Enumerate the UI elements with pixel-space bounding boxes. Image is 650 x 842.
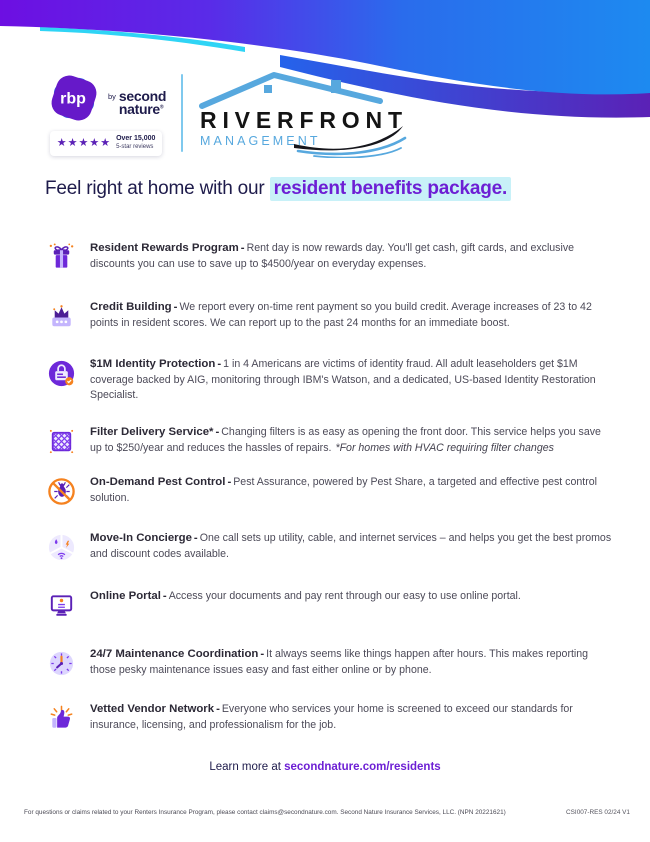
title-separator: -: [173, 301, 178, 313]
benefit-description: We report every on-time rent payment so you build credit. Average increases of 23 to 42 points in resident scores. We can report up to the past 24 months for an immediate boost.: [90, 301, 592, 329]
learn-more-line: [0, 761, 650, 773]
brand-line-1: second: [118, 88, 167, 105]
logo-row: [46, 68, 413, 158]
benefit-title: Move-In Concierge: [90, 531, 192, 544]
title-separator: -: [227, 475, 232, 488]
vetted-vendor-icon: [46, 703, 77, 734]
list-item: [46, 300, 614, 332]
brand-line-2: nature: [118, 101, 160, 118]
maintenance-clock-icon: [46, 648, 77, 679]
benefit-title: 24/7 Maintenance Coordination: [90, 647, 259, 660]
benefit-title: Vetted Vendor Network: [90, 702, 215, 715]
benefit-title: Online Portal: [90, 589, 161, 602]
benefit-description: 1 in 4 Americans are victims of identity fraud. All adult leaseholders get $1M coverage backed by AIG, monitoring through IBM's Watson, and a dedicated, US-based Identity Restoration Specialist.: [90, 358, 596, 401]
list-item: [46, 531, 614, 563]
roof-icon: [202, 75, 380, 106]
benefit-title: Filter Delivery Service*: [90, 425, 214, 438]
rbp-logo-block: [46, 70, 166, 155]
by-word: by: [108, 92, 116, 102]
benefit-footnote: *For homes with HVAC requiring filter changes: [335, 441, 554, 454]
gift-icon: [46, 242, 77, 273]
pest-control-icon: [46, 476, 77, 507]
reviews-count: Over 15,000: [116, 135, 156, 143]
second-nature-wordmark: [119, 90, 166, 117]
riverfront-management-logo: [198, 68, 413, 158]
title-separator: -: [240, 242, 245, 254]
fine-print-text: For questions or claims related to your Renters Insurance Program, please contact claims@secondnature.com. Second Nature Insurance Services, LLC. (NPN 20221621): [24, 809, 506, 816]
window-icon: [264, 85, 272, 93]
benefit-description: Changing filters is as easy as opening the front door. This service helps you save up to $250/year and reduces the hassles of repairs.: [90, 425, 601, 454]
rbp-badge-text: rbp: [60, 90, 86, 108]
benefit-description: Access your documents and pay rent through our easy to use online portal.: [168, 589, 521, 602]
page-title: [45, 178, 620, 200]
rbp-badge-icon: [46, 70, 102, 126]
benefit-title: $1M Identity Protection: [90, 358, 216, 370]
online-portal-icon: [46, 590, 77, 621]
chimney-icon: [331, 80, 341, 93]
list-item: [46, 702, 614, 734]
benefit-title: Credit Building: [90, 301, 172, 313]
headline-highlight: resident benefits package.: [270, 177, 511, 201]
document-code: CSI007-RES 02/24 V1: [566, 809, 630, 816]
reviews-label: 5-star reviews: [116, 144, 154, 151]
benefit-title: Resident Rewards Program: [90, 242, 239, 254]
list-item: [46, 475, 614, 507]
list-item: [46, 425, 614, 457]
credit-building-icon: [46, 301, 77, 332]
move-in-concierge-icon: [46, 532, 77, 563]
list-item: [46, 241, 614, 273]
title-separator: -: [260, 647, 265, 660]
benefit-description: It always seems like things happen after hours. This makes reporting those pesky maintenance issues easy and fast either online or by phone.: [90, 647, 589, 676]
five-stars-icon: ★★★★★: [56, 137, 112, 149]
list-item: [46, 647, 614, 679]
title-separator: -: [193, 531, 198, 544]
registered-mark: ®: [159, 104, 164, 111]
benefit-description: Everyone who services your home is screened to exceed our standards for insurance, licensing, and professionalism for the job.: [90, 702, 573, 731]
list-item: [46, 589, 614, 621]
logo-divider: [181, 74, 183, 152]
by-second-nature-wordmark: [108, 80, 166, 117]
benefits-list: [46, 241, 614, 734]
benefit-description: Rent day is now rewards day. You'll get cash, gift cards, and exclusive discounts you can use to save up to $4500/year on everyday expenses.: [90, 242, 575, 270]
list-item: [46, 357, 614, 403]
benefit-description: One call sets up utility, cable, and internet services – and helps you get the best promos and discount codes available.: [90, 531, 612, 560]
benefit-description: Pest Assurance, powered by Pest Share, a targeted and effective pest control solution.: [90, 475, 597, 504]
title-separator: -: [215, 425, 220, 438]
learn-more-link[interactable]: secondnature.com/residents: [284, 761, 441, 773]
filter-delivery-icon: [46, 426, 77, 457]
property-subtitle: MANAGEMENT: [200, 134, 321, 148]
benefit-title: On-Demand Pest Control: [90, 475, 226, 488]
title-separator: -: [217, 358, 222, 370]
property-name: RIVERFRONT: [200, 107, 409, 133]
title-separator: -: [162, 589, 167, 602]
learn-more-prefix: Learn more at: [209, 761, 285, 773]
fine-print-row: [24, 809, 630, 816]
title-separator: -: [216, 702, 220, 715]
identity-protection-icon: [46, 358, 77, 389]
reviews-badge: [50, 131, 163, 155]
headline-prefix: Feel right at home with our: [45, 178, 265, 199]
